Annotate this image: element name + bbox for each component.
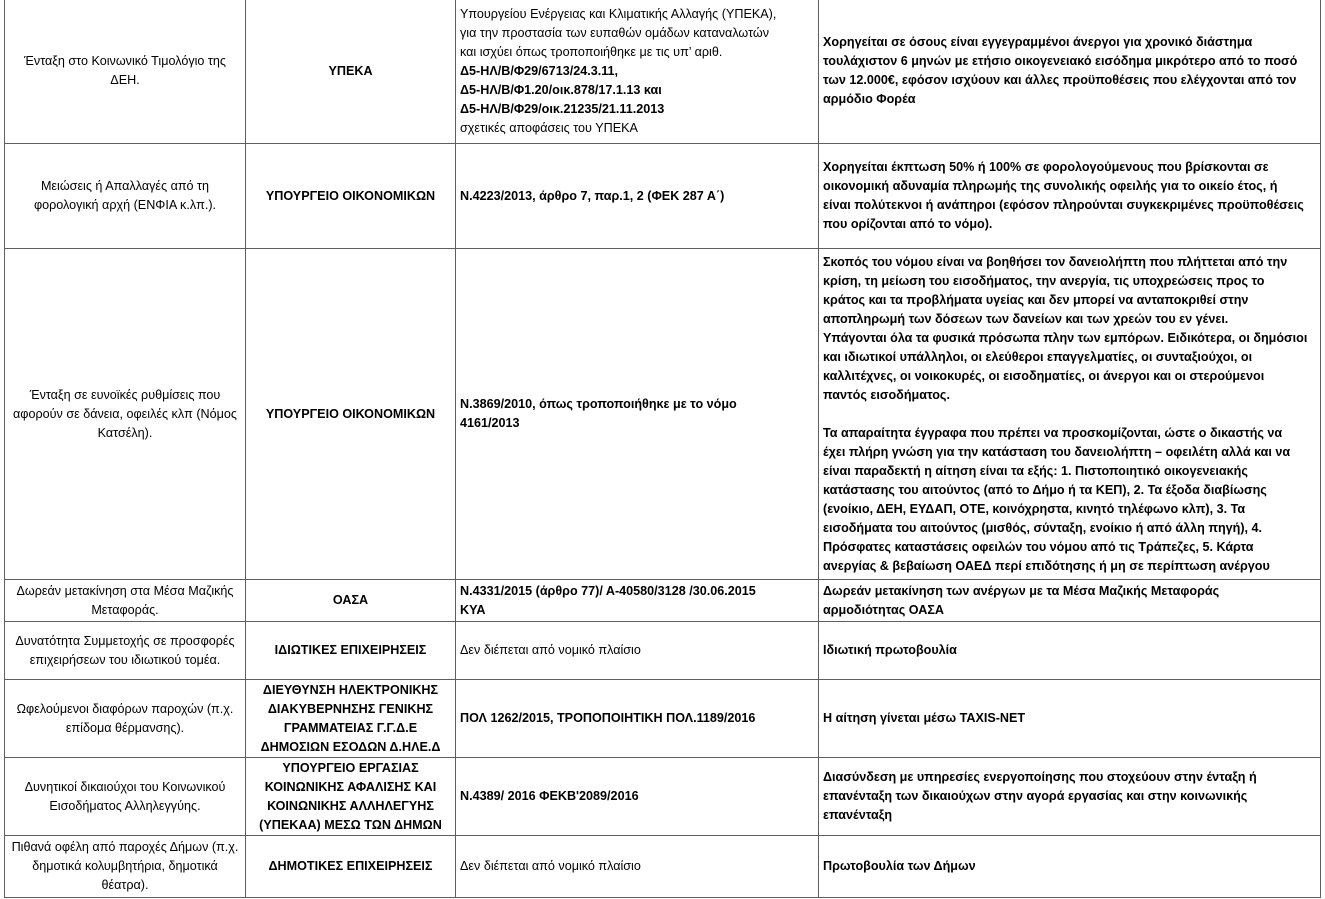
description-line: κατάστασης του αιτούντος (από το Δήμο ή τα ΚΕΠ), 2. Τα έξοδα διαβίωσης [823, 482, 1267, 497]
description-line: οικονομική αδυναμία πληρωμής της συνολικής οφειλής για το οικείο έτος, ή [823, 179, 1278, 193]
benefit-cell: Ωφελούμενοι διαφόρων παροχών (π.χ. επίδομα θέρμανσης). [5, 680, 246, 758]
description-line: Υπάγονται όλα τα φυσικά πρόσωπα πλην των εμπόρων. Ειδικότερα, οι δημόσιοι [823, 330, 1308, 345]
description-cell [819, 836, 1321, 898]
paragraph-gap [823, 405, 1316, 424]
description-line: (ενοίκιο, ΔΕΗ, ΕΥΔΑΠ, ΟΤΕ, κοινόχρηστα, κινητό τηλέφωνο κλπ), 3. Τα [823, 501, 1246, 516]
description-line: τουλάχιστον 6 μηνών με ετήσιο οικογενειακό εισόδημα μικρότερο από το ποσό [823, 54, 1298, 68]
legal-basis-line: Ν.4331/2015 (άρθρο 77)/ Α-40580/3128 /30.06.2015 [460, 583, 756, 598]
description-cell [819, 622, 1321, 680]
legal-basis-cell [456, 0, 819, 144]
description-cell [819, 680, 1321, 758]
legal-basis-line: Δ5-ΗΛ/Β/Φ1.20/οικ.878/17.1.13 και [460, 82, 662, 97]
legal-basis-line: ΠΟΛ 1262/2015, ΤΡΟΠΟΠΟΙΗΤΙΚΗ ΠΟΛ.1189/2016 [460, 711, 756, 725]
description-cell [819, 580, 1321, 622]
authority-cell: ΥΠΟΥΡΓΕΙΟ ΟΙΚΟΝΟΜΙΚΩΝ [246, 144, 456, 249]
authority-cell: ΔΙΕΥΘΥΝΣΗ ΗΛΕΚΤΡΟΝΙΚΗΣ ΔΙΑΚΥΒΕΡΝΗΣΗΣ ΓΕΝΙΚΗΣ ΓΡΑΜΜΑΤΕΙΑΣ Γ.Γ.Δ.Ε ΔΗΜΟΣΙΩΝ ΕΣΟΔΩΝ Δ.ΗΛΕ.Δ [246, 680, 456, 758]
table-row [5, 758, 1321, 836]
description-line: καλλιτέχνες, οι νοικοκυρές, οι εισοδηματίες, οι άνεργοι και οι στερούμενοι [823, 368, 1265, 383]
description-line: επανένταξη των δικαιούχων στην αγορά εργασίας και στην κοινωνικής [823, 789, 1248, 803]
benefit-cell: Δυνατότητα Συμμετοχής σε προσφορές επιχειρήσεων του ιδιωτικού τομέα. [5, 622, 246, 680]
benefit-cell: Πιθανά οφέλη από παροχές Δήμων (π.χ. δημοτικά κολυμβητήρια, δημοτικά θέατρα). [5, 836, 246, 898]
authority-cell: ΥΠΟΥΡΓΕΙΟ ΕΡΓΑΣΙΑΣ ΚΟΙΝΩΝΙΚΗΣ ΑΦΑΛΙΣΗΣ ΚΑΙ ΚΟΙΝΩΝΙΚΗΣ ΑΛΛΗΛΕΓΥΗΣ (ΥΠΕΚΑΑ) ΜΕΣΩ ΤΩΝ ΔΗΜΩΝ [246, 758, 456, 836]
authority-cell: ΟΑΣΑ [246, 580, 456, 622]
benefit-cell: Δυνητικοί δικαιούχοι του Κοινωνικού Εισοδήματος Αλληλεγγύης. [5, 758, 246, 836]
description-line: Πρωτοβουλία των Δήμων [823, 859, 976, 873]
benefits-table [4, 0, 1321, 898]
benefits-table-body [5, 0, 1321, 898]
legal-basis-cell [456, 758, 819, 836]
benefit-cell: Ένταξη στο Κοινωνικό Τιμολόγιο της ΔΕΗ. [5, 0, 246, 144]
table-row [5, 249, 1321, 580]
legal-basis-line: Ν.4389/ 2016 ΦΕΚΒ'2089/2016 [460, 789, 639, 803]
authority-cell: ΥΠΕΚΑ [246, 0, 456, 144]
description-line: ανεργίας & βεβαίωση ΟΑΕΔ περί επιδότησης ή μη σε περίπτωση ανέργου [823, 558, 1270, 573]
description-cell [819, 249, 1321, 580]
legal-basis-cell [456, 622, 819, 680]
description-line: Η αίτηση γίνεται μέσω TAXIS-NET [823, 711, 1026, 725]
legal-basis-cell [456, 580, 819, 622]
legal-basis-line: 4161/2013 [460, 416, 520, 430]
legal-basis-line: ΚΥΑ [460, 602, 486, 617]
legal-basis-cell [456, 680, 819, 758]
description-line: επανένταξη [823, 808, 893, 822]
legal-basis-line: σχετικές αποφάσεις του ΥΠΕΚΑ [460, 120, 638, 135]
description-line: Σκοπός του νόμου είναι να βοηθήσει τον δανειολήπτη που πλήττεται από την [823, 254, 1288, 269]
authority-cell: ΥΠΟΥΡΓΕΙΟ ΟΙΚΟΝΟΜΙΚΩΝ [246, 249, 456, 580]
description-line: κρίση, τη μείωση του εισοδήματος, την ανεργία, τις υποχρεώσεις προς το [823, 273, 1265, 288]
description-line: Διασύνδεση με υπηρεσίες ενεργοποίησης που στοχεύουν στην ένταξη ή [823, 770, 1257, 784]
description-line: έχει πλήρη γνώση για την κατάσταση του δανειολήπτη – οφειλέτη αλλά και να [823, 444, 1291, 459]
description-line: των 12.000€, εφόσον ισχύουν και άλλες προϋποθέσεις που ελέγχονται από τον [823, 73, 1297, 87]
description-line: Χορηγείται έκπτωση 50% ή 100% σε φορολογούμενους που βρίσκονται σε [823, 160, 1269, 174]
benefit-cell: Μειώσεις ή Απαλλαγές από τη φορολογική αρχή (ΕΝΦΙΑ κ.λπ.). [5, 144, 246, 249]
legal-basis-line: Δεν διέπεται από νομικό πλαίσιο [460, 859, 641, 873]
legal-basis-line: για την προστασία των ευπαθών ομάδων καταναλωτών [460, 25, 770, 40]
description-line: αρμοδιότητας ΟΑΣΑ [823, 602, 944, 617]
benefit-cell: Δωρεάν μετακίνηση στα Μέσα Μαζικής Μεταφοράς. [5, 580, 246, 622]
description-line: αρμόδιο Φορέα [823, 92, 916, 106]
description-line: Τα απαραίτητα έγγραφα που πρέπει να προσκομίζονται, ώστε ο δικαστής να [823, 425, 1283, 440]
benefit-cell: Ένταξη σε ευνοϊκές ρυθμίσεις που αφορούν σε δάνεια, οφειλές κλπ (Νόμος Κατσέλη). [5, 249, 246, 580]
legal-basis-line: Ν.3869/2010, όπως τροποποιήθηκε με το νόμο [460, 397, 737, 411]
description-line: Ιδιωτική πρωτοβουλία [823, 643, 957, 657]
table-row [5, 680, 1321, 758]
authority-cell: ΔΗΜΟΤΙΚΕΣ ΕΠΙΧΕΙΡΗΣΕΙΣ [246, 836, 456, 898]
description-line: που ορίζονται από το νόμο). [823, 217, 993, 231]
legal-basis-line: Ν.4223/2013, άρθρο 7, παρ.1, 2 (ΦΕΚ 287 Α΄) [460, 188, 725, 203]
description-line: αποπληρωμή των δόσεων των δανείων και των χρεών του εν γένει. [823, 311, 1229, 326]
description-line: παντός εισοδήματος. [823, 387, 950, 402]
description-line: είναι πολύτεκνοι ή ανάπηροι (εφόσον πληρούνται συγκεκριμένες προϋποθέσεις [823, 198, 1304, 212]
table-row [5, 0, 1321, 144]
authority-cell: ΙΔΙΩΤΙΚΕΣ ΕΠΙΧΕΙΡΗΣΕΙΣ [246, 622, 456, 680]
description-line: κράτος και τα προβλήματα υγείας και δεν μπορεί να ανταποκριθεί στην [823, 292, 1249, 307]
table-row [5, 580, 1321, 622]
legal-basis-cell [456, 836, 819, 898]
table-row [5, 836, 1321, 898]
legal-basis-line: Δεν διέπεται από νομικό πλαίσιο [460, 643, 641, 657]
legal-basis-cell [456, 144, 819, 249]
description-cell [819, 758, 1321, 836]
table-row [5, 144, 1321, 249]
table-row [5, 622, 1321, 680]
description-line: είναι παραδεκτή η αίτηση είναι τα εξής: 1. Πιστοποιητικό οικογενειακής [823, 463, 1248, 478]
description-cell [819, 0, 1321, 144]
legal-basis-line: Υπουργείου Ενέργειας και Κλιματικής Αλλαγής (ΥΠΕΚΑ), [460, 6, 777, 21]
legal-basis-line: Δ5-ΗΛ/Β/Φ29/6713/24.3.11, [460, 63, 619, 78]
description-line: Χορηγείται σε όσους είναι εγγεγραμμένοι άνεργοι για χρονικό διάστημα [823, 35, 1253, 49]
description-line: Πρόσφατες καταστάσεις οφειλών του νόμου από τις Τράπεζες, 5. Κάρτα [823, 539, 1254, 554]
description-line: Δωρεάν μετακίνηση των ανέργων με τα Μέσα Μαζικής Μεταφοράς [823, 583, 1220, 598]
legal-basis-cell [456, 249, 819, 580]
description-line: και ιδιωτικοί υπάλληλοι, οι ελεύθεροι επαγγελματίες, οι συνταξιούχοι, οι [823, 349, 1253, 364]
description-cell [819, 144, 1321, 249]
legal-basis-line: Δ5-ΗΛ/Β/Φ29/οικ.21235/21.11.2013 [460, 101, 665, 116]
description-line: εισοδήματα του αιτούντος (μισθός, σύνταξη, ενοίκιο ή από άλλη πηγή), 4. [823, 520, 1263, 535]
legal-basis-line: και ισχύει όπως τροποποιήθηκε με τις υπ’ αριθ. [460, 44, 723, 59]
